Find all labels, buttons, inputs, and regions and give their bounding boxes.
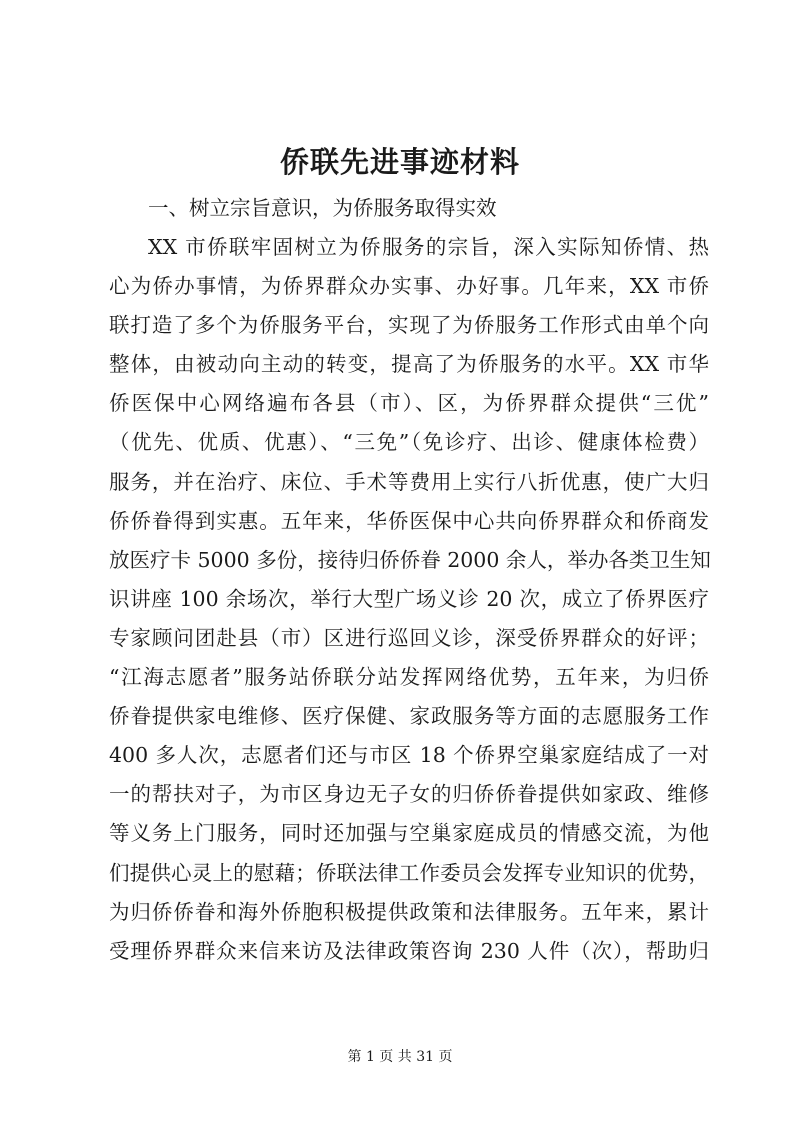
body-paragraph — [109, 228, 709, 971]
paragraph-line: 服务，并在治疗、床位、手术等费用上实行八折优惠，使广大归 — [109, 469, 709, 494]
paragraph-line: 400 多人次，志愿者们还与市区 18 个侨界空巢家庭结成了一对 — [109, 743, 709, 768]
paragraph-line: 识讲座 100 余场次，举行大型广场义诊 20 次，成立了侨界医疗 — [109, 586, 709, 611]
paragraph-line: 侨医保中心网络遍布各县（市）、区，为侨界群众提供“三优” — [109, 391, 709, 416]
paragraph-line: 整体，由被动向主动的转变，提高了为侨服务的水平。XX 市华 — [109, 352, 709, 377]
paragraph-line: 为归侨侨眷和海外侨胞积极提供政策和法律服务。五年来，累计 — [109, 899, 709, 924]
paragraph-line: “江海志愿者”服务站侨联分站发挥网络优势，五年来，为归侨 — [109, 665, 709, 690]
paragraph-line: 等义务上门服务，同时还加强与空巢家庭成员的情感交流，为他 — [109, 821, 709, 846]
paragraph-line: （优先、优质、优惠）、“三免”（免诊疗、出诊、健康体检费） — [109, 430, 709, 455]
paragraph-line: 侨侨眷得到实惠。五年来，华侨医保中心共向侨界群众和侨商发 — [109, 508, 709, 533]
paragraph-line: 受理侨界群众来信来访及法律政策咨询 230 人件（次），帮助归 — [109, 938, 709, 963]
paragraph-line: 侨眷提供家电维修、医疗保健、家政服务等方面的志愿服务工作 — [109, 704, 709, 729]
paragraph-line: XX 市侨联牢固树立为侨服务的宗旨，深入实际知侨情、热 — [148, 235, 709, 259]
section-heading: 一、树立宗旨意识，为侨服务取得实效 — [148, 196, 497, 220]
paragraph-line: 心为侨办事情，为侨界群众办实事、办好事。几年来，XX 市侨 — [109, 274, 709, 299]
paragraph-line: 联打造了多个为侨服务平台，实现了为侨服务工作形式由单个向 — [109, 313, 709, 338]
page-footer: 第 1 页 共 31 页 — [347, 1049, 453, 1065]
paragraph-line: 放医疗卡 5000 多份，接待归侨侨眷 2000 余人，举办各类卫生知 — [109, 547, 711, 572]
paragraph-line: 专家顾问团赴县（市）区进行巡回义诊，深受侨界群众的好评； — [109, 625, 709, 650]
paragraph-line: 们提供心灵上的慰藉；侨联法律工作委员会发挥专业知识的优势， — [109, 860, 709, 885]
document-title: 侨联先进事迹材料 — [279, 145, 520, 179]
paragraph-line: 一的帮扶对子，为市区身边无子女的归侨侨眷提供如家政、维修 — [109, 782, 709, 807]
